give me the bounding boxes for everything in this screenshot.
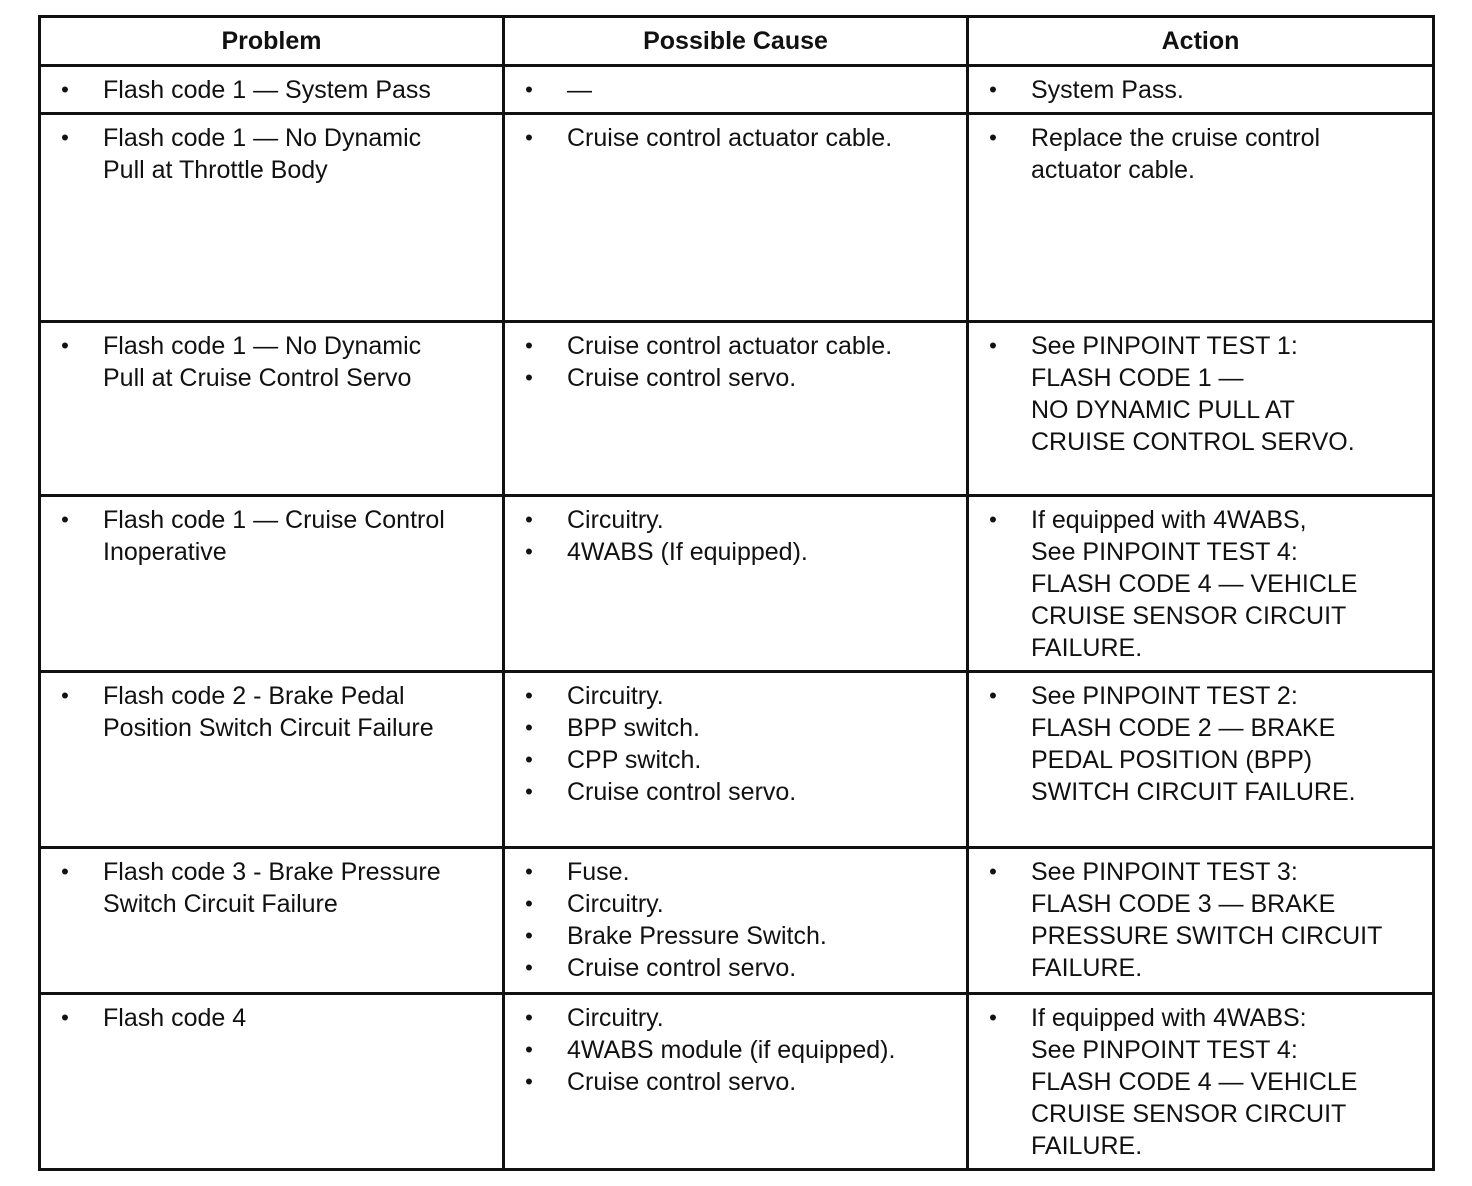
bullet-icon: • [525,77,533,102]
cause-text: Cruise control servo. [567,364,797,392]
cause-item [505,122,958,154]
problem-cell [40,994,504,1170]
cause-list [505,504,958,568]
action-list [969,74,1424,106]
problem-line: Flash code 2 - Brake Pedal [103,682,405,710]
bullet-icon: • [525,507,533,532]
action-line: See PINPOINT TEST 1: [1031,332,1298,360]
action-list [969,330,1424,458]
bullet-icon: • [61,77,69,102]
action-cell [968,994,1434,1170]
problem-cell [40,114,504,322]
action-line: See PINPOINT TEST 3: [1031,858,1298,886]
bullet-icon: • [61,507,69,532]
action-line: CRUISE CONTROL SERVO. [1031,428,1355,456]
cause-item [505,362,958,394]
problem-line: Flash code 4 [103,1004,247,1032]
bullet-icon: • [525,891,533,916]
cause-text: Brake Pressure Switch. [567,922,827,950]
cause-cell [504,322,968,496]
cause-item [505,744,958,776]
problem-line: Flash code 1 — Cruise Control [103,506,445,534]
header-action: Action [968,17,1434,66]
action-line: NO DYNAMIC PULL AT [1031,396,1295,424]
action-line: PRESSURE SWITCH CIRCUIT [1031,922,1383,950]
bullet-icon: • [525,1005,533,1030]
cause-text: Cruise control servo. [567,1068,797,1096]
bullet-icon: • [989,333,997,358]
header-row [40,17,1434,66]
table-row [40,848,1434,994]
problem-list [41,504,494,568]
problem-cell [40,496,504,672]
action-item [969,856,1424,984]
problem-list [41,856,494,920]
bullet-icon: • [525,1069,533,1094]
cause-text: Cruise control actuator cable. [567,124,893,152]
cause-cell [504,848,968,994]
cause-text: Circuitry. [567,682,664,710]
problem-item [41,330,494,394]
action-line: FLASH CODE 4 — VEHICLE [1031,1068,1358,1096]
action-list [969,856,1424,984]
action-item [969,680,1424,808]
problem-line: Pull at Cruise Control Servo [103,364,412,392]
action-line: FLASH CODE 2 — BRAKE [1031,714,1336,742]
problem-cell [40,322,504,496]
cause-item [505,856,958,888]
bullet-icon: • [61,333,69,358]
cause-item [505,1066,958,1098]
action-item [969,1002,1424,1162]
action-line: FLASH CODE 4 — VEHICLE [1031,570,1358,598]
cause-cell [504,496,968,672]
action-item [969,330,1424,458]
cause-text: Circuitry. [567,1004,664,1032]
action-line: See PINPOINT TEST 2: [1031,682,1298,710]
cause-item [505,1002,958,1034]
bullet-icon: • [989,859,997,884]
bullet-icon: • [989,507,997,532]
bullet-icon: • [989,683,997,708]
cause-item [505,74,958,106]
problem-cell [40,848,504,994]
problem-item [41,1002,494,1034]
table-row [40,322,1434,496]
cause-item [505,952,958,984]
cause-text: 4WABS (If equipped). [567,538,808,566]
bullet-icon: • [525,955,533,980]
cause-item [505,504,958,536]
cause-text: Circuitry. [567,506,664,534]
cause-item [505,330,958,362]
bullet-icon: • [525,125,533,150]
cause-cell [504,994,968,1170]
action-cell [968,114,1434,322]
problem-line: Flash code 1 — No Dynamic [103,332,422,360]
action-line: PEDAL POSITION (BPP) [1031,746,1313,774]
table-row [40,66,1434,114]
bullet-icon: • [989,77,997,102]
cause-text: Cruise control actuator cable. [567,332,893,360]
problem-line: Pull at Throttle Body [103,156,328,184]
bullet-icon: • [61,1005,69,1030]
cause-text: Fuse. [567,858,630,886]
action-line: See PINPOINT TEST 4: [1031,1036,1298,1064]
cause-list [505,856,958,984]
bullet-icon: • [525,859,533,884]
table-row [40,672,1434,848]
problem-list [41,330,494,394]
header-problem: Problem [40,17,504,66]
bullet-icon: • [989,125,997,150]
table-row [40,496,1434,672]
problem-item [41,856,494,920]
action-line: See PINPOINT TEST 4: [1031,538,1298,566]
problem-line: Switch Circuit Failure [103,890,338,918]
cause-item [505,712,958,744]
action-cell [968,672,1434,848]
bullet-icon: • [525,779,533,804]
problem-cell [40,66,504,114]
problem-line: Flash code 3 - Brake Pressure [103,858,441,886]
bullet-icon: • [525,715,533,740]
action-line: actuator cable. [1031,156,1195,184]
action-line: CRUISE SENSOR CIRCUIT [1031,1100,1347,1128]
cause-item [505,776,958,808]
bullet-icon: • [61,859,69,884]
action-item [969,74,1424,106]
problem-line: Flash code 1 — System Pass [103,76,431,104]
bullet-icon: • [61,683,69,708]
cause-text: Cruise control servo. [567,778,797,806]
cause-item [505,1034,958,1066]
bullet-icon: • [525,747,533,772]
bullet-icon: • [525,683,533,708]
action-list [969,1002,1424,1162]
problem-line: Inoperative [103,538,227,566]
bullet-icon: • [989,1005,997,1030]
bullet-icon: • [61,125,69,150]
action-list [969,122,1424,186]
cause-text: 4WABS module (if equipped). [567,1036,896,1064]
problem-line: Position Switch Circuit Failure [103,714,434,742]
action-line: FLASH CODE 1 — [1031,364,1244,392]
action-line: FAILURE. [1031,954,1143,982]
action-cell [968,848,1434,994]
cause-item [505,536,958,568]
cause-cell [504,66,968,114]
action-cell [968,66,1434,114]
problem-item [41,504,494,568]
problem-item [41,74,494,106]
action-list [969,504,1424,664]
action-item [969,504,1424,664]
cause-item [505,888,958,920]
cause-list [505,122,958,154]
action-line: CRUISE SENSOR CIRCUIT [1031,602,1347,630]
cause-list [505,330,958,394]
cause-item [505,680,958,712]
problem-item [41,122,494,186]
action-cell [968,496,1434,672]
action-line: FAILURE. [1031,634,1143,662]
table-row [40,994,1434,1170]
problem-list [41,680,494,744]
problem-list [41,122,494,186]
cause-list [505,1002,958,1098]
problem-list [41,1002,494,1034]
action-line: Replace the cruise control [1031,124,1321,152]
table-body [40,66,1434,1170]
bullet-icon: • [525,923,533,948]
cause-text: BPP switch. [567,714,700,742]
cause-cell [504,114,968,322]
bullet-icon: • [525,333,533,358]
cause-text: Cruise control servo. [567,954,797,982]
bullet-icon: • [525,365,533,390]
action-line: If equipped with 4WABS: [1031,1004,1307,1032]
action-line: FLASH CODE 3 — BRAKE [1031,890,1336,918]
action-line: If equipped with 4WABS, [1031,506,1307,534]
cause-text: CPP switch. [567,746,702,774]
action-list [969,680,1424,808]
problem-item [41,680,494,744]
problem-list [41,74,494,106]
action-item [969,122,1424,186]
problem-line: Flash code 1 — No Dynamic [103,124,422,152]
cause-list [505,680,958,808]
header-possible-cause: Possible Cause [504,17,968,66]
bullet-icon: • [525,539,533,564]
table-row [40,114,1434,322]
cause-cell [504,672,968,848]
action-line: SWITCH CIRCUIT FAILURE. [1031,778,1356,806]
action-line: FAILURE. [1031,1132,1143,1160]
problem-cell [40,672,504,848]
cause-list [505,74,958,106]
cause-text: Circuitry. [567,890,664,918]
cause-item [505,920,958,952]
bullet-icon: • [525,1037,533,1062]
diagnostic-table [38,15,1435,1171]
action-line: System Pass. [1031,76,1184,104]
cause-text: — [567,76,592,104]
action-cell [968,322,1434,496]
